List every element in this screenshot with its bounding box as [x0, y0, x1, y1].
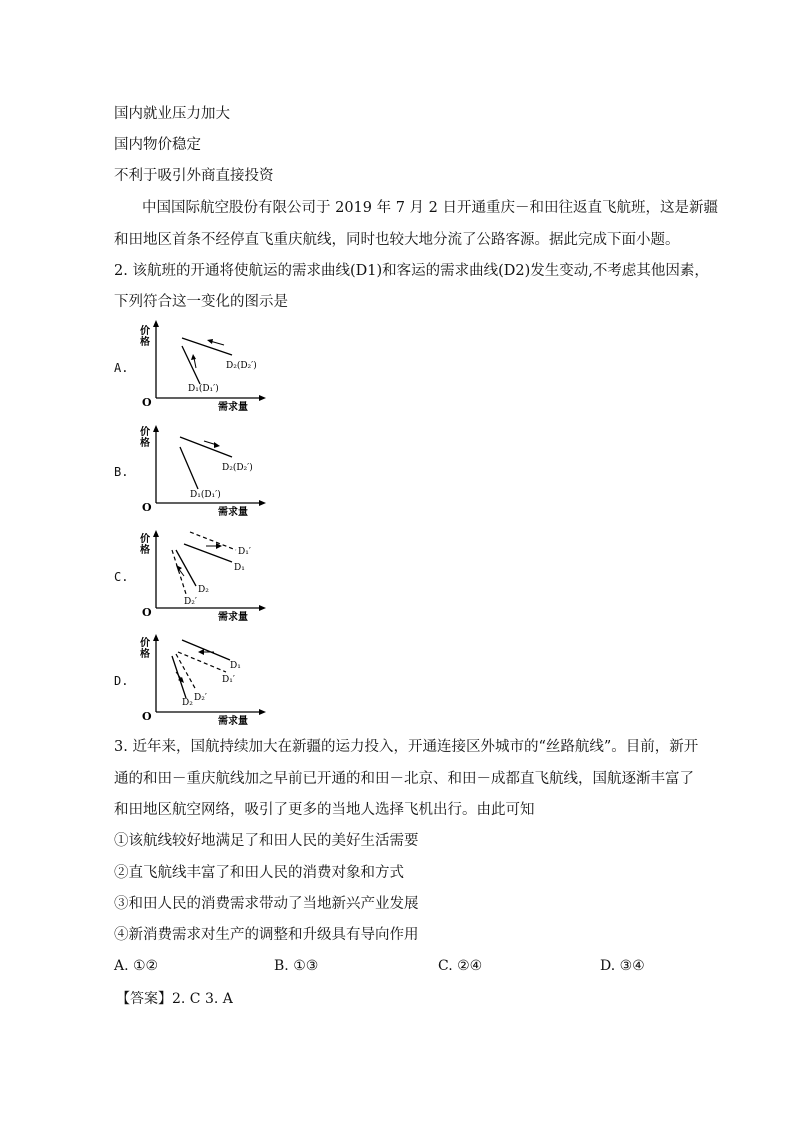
curve-d2-moved-label: D₂′ — [184, 597, 197, 607]
option-c-label: C. — [114, 570, 129, 584]
curve-upper-label: D₂(D₂′) — [226, 361, 257, 371]
q3-stem-line-1: 3. 近年来，国航持续加大在新疆的运力投入，开通连接区外城市的“丝路航线”。目前，新开 — [114, 739, 699, 755]
y-axis-label: 价格 — [140, 427, 150, 449]
material-line-1: 中国国际航空股份有限公司于 2019 年 7 月 2 日开通重庆－和田往返直飞航班，这是新疆 — [142, 200, 719, 216]
curve-d2-label: D₂ — [198, 585, 209, 595]
y-axis-arrow — [153, 634, 159, 641]
axes — [156, 534, 262, 608]
curve-lower-label: D₁(D₁′) — [188, 384, 219, 394]
option-a-label: A. — [114, 361, 129, 375]
choice-b: B. ①③ — [274, 958, 319, 974]
q3-item-3: ③和田人民的消费需求带动了当地新兴产业发展 — [114, 896, 419, 912]
material-line-2: 和田地区首条不经停直飞重庆航线，同时也较大地分流了公路客源。据此完成下面小题。 — [114, 232, 680, 248]
origin-label: O — [142, 710, 152, 723]
x-axis-label: 需求量 — [218, 612, 248, 623]
curve-upper-label: D₂(D₂′) — [222, 463, 253, 473]
arrow-left-head — [198, 649, 204, 655]
option-b-graph — [138, 423, 268, 518]
curve-d1-moved-label: D₁′ — [238, 547, 251, 557]
origin-label: O — [142, 501, 152, 514]
q3-item-4: ④新消费需求对生产的调整和升级具有导向作用 — [114, 927, 419, 943]
curve-d2 — [172, 656, 186, 698]
x-axis-label: 需求量 — [218, 507, 248, 518]
curve-lower — [182, 346, 200, 384]
curve-d2-moved-label: D₂′ — [194, 693, 207, 703]
option-c-graph — [138, 528, 268, 623]
option-a-graph — [138, 318, 268, 413]
curve-upper — [180, 437, 232, 457]
curve-d1-label: D₁ — [234, 563, 245, 573]
q3-choices — [114, 958, 674, 976]
q2-stem-line-2: 下列符合这一变化的图示是 — [114, 294, 288, 310]
curve-d1 — [184, 544, 232, 562]
x-axis-arrow — [259, 709, 266, 715]
curve-d1-label: D₁ — [230, 661, 241, 671]
q3-stem-line-3: 和田地区航空网络，吸引了更多的当地人选择飞机出行。由此可知 — [114, 802, 535, 818]
q2-stem-line-1: 2. 该航班的开通将使航运的需求曲线(D1)和客运的需求曲线(D2)发生变动,不考虑其他因素， — [114, 263, 709, 279]
choice-c: C. ②④ — [438, 958, 483, 974]
curve-lower-label: D₁(D₁′) — [190, 490, 221, 500]
y-axis-label: 价格 — [140, 534, 150, 556]
y-axis-label-1: 价格 — [140, 326, 150, 348]
option-b-label: B. — [114, 465, 129, 479]
choice-d: D. ③④ — [600, 958, 645, 974]
curve-d2-moved — [176, 654, 196, 690]
origin-label: O — [142, 396, 152, 409]
choice-a: A. ①② — [114, 958, 159, 974]
arrow-left-head — [176, 565, 182, 571]
q3-item-1: ①该航线较好地满足了和田人民的美好生活需要 — [114, 833, 419, 849]
q3-stem-line-2: 通的和田－重庆航线加之早前已开通的和田－北京、和田－成都直飞航线，国航逐渐丰富了 — [114, 771, 694, 787]
x-axis-label: 需求量 — [218, 716, 248, 727]
y-axis-arrow — [153, 320, 159, 327]
prev-option-1: 国内就业压力加大 — [114, 106, 230, 122]
q3-item-2: ②直飞航线丰富了和田人民的消费对象和方式 — [114, 865, 404, 881]
x-axis-arrow — [259, 500, 266, 506]
arrow-up — [194, 358, 196, 368]
y-axis-label: 价格 — [140, 638, 150, 660]
curve-d1-moved-label: D₁′ — [222, 675, 235, 685]
prev-option-3: 不利于吸引外商直接投资 — [114, 168, 274, 184]
y-axis-arrow — [153, 425, 159, 432]
axes — [156, 638, 262, 712]
arrow-up-head — [191, 354, 196, 360]
curve-upper — [182, 338, 232, 355]
x-axis-arrow — [259, 395, 266, 401]
curve-d1 — [182, 640, 230, 660]
answer-key: 【答案】2. C 3. A — [116, 991, 233, 1007]
x-axis-arrow — [259, 605, 266, 611]
arrow-right-head — [214, 442, 220, 448]
origin-label: O — [142, 606, 152, 619]
curve-d1-moved — [190, 532, 236, 550]
prev-option-2: 国内物价稳定 — [114, 137, 201, 153]
x-axis-label: 需求量 — [218, 402, 248, 413]
arrow-left-head — [207, 339, 213, 344]
y-axis-arrow — [153, 530, 159, 537]
curve-d2-label: D₂ — [182, 698, 193, 708]
curve-lower — [180, 447, 198, 489]
option-d-graph — [138, 632, 268, 727]
option-d-label: D. — [114, 674, 129, 688]
